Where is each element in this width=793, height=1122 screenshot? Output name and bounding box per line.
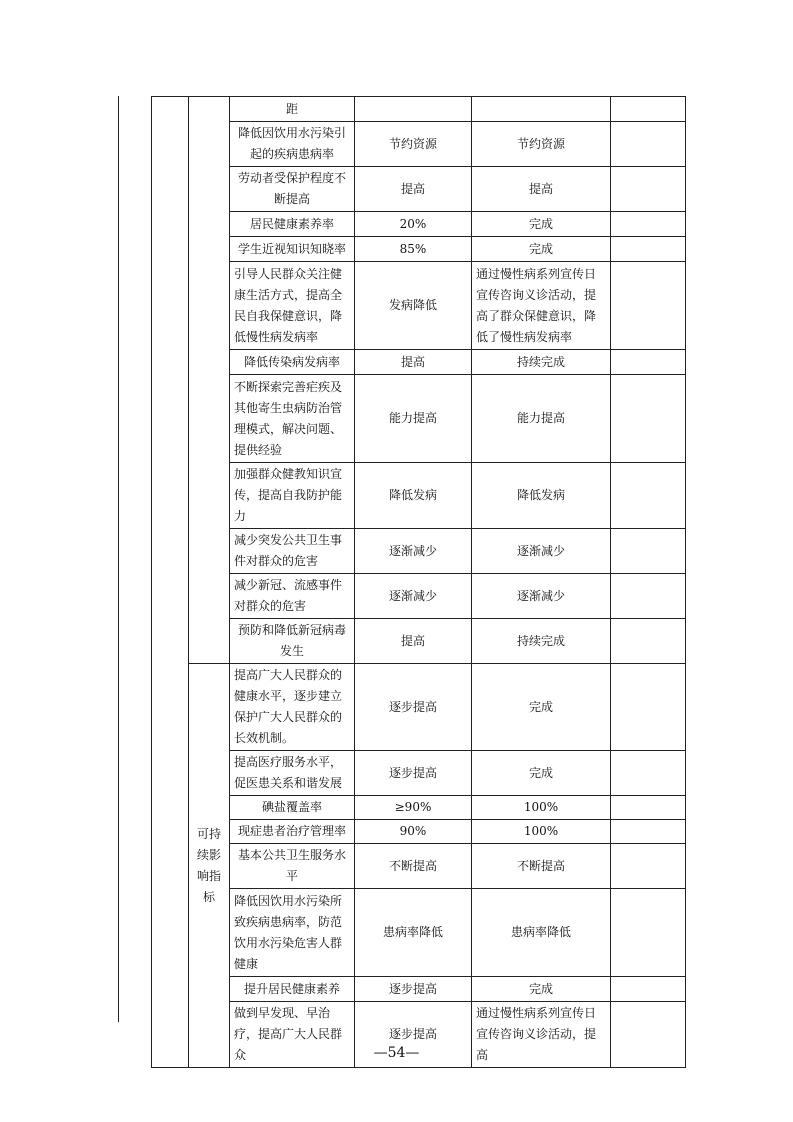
remark-cell <box>611 529 686 574</box>
target-value-cell <box>355 97 472 122</box>
indicator-cell: 降低因饮用水污染所致疾病患病率，防范饮用水污染危害人群健康 <box>230 889 355 977</box>
actual-value-cell: 完成 <box>472 977 611 1002</box>
indicator-cell: 引导人民群众关注健康生活方式，提高全民自我保健意识，降低慢性病发病率 <box>230 262 355 350</box>
actual-value-cell: 持续完成 <box>472 350 611 375</box>
table-row <box>152 97 686 122</box>
binding-margin-line <box>118 96 119 1022</box>
indicator-cell: 提高医疗服务水平，促医患关系和谐发展 <box>230 751 355 796</box>
actual-value-cell: 逐渐减少 <box>472 529 611 574</box>
actual-value-cell: 完成 <box>472 212 611 237</box>
sustainable-impact-label: 可持续影响指标 <box>196 826 221 904</box>
indicator-cell: 降低因饮用水污染引起的疾病患病率 <box>230 122 355 167</box>
indicator-cell: 碘盐覆盖率 <box>230 796 355 820</box>
actual-value-cell: 通过慢性病系列宣传日宣传咨询义诊活动，提高了群众保健意识，降低了慢性病发病率 <box>472 262 611 350</box>
target-value-cell: 提高 <box>355 167 472 212</box>
indicator-cell: 劳动者受保护程度不断提高 <box>230 167 355 212</box>
table-row <box>152 375 686 463</box>
remark-cell <box>611 350 686 375</box>
table-row <box>152 664 686 751</box>
target-value-cell: 提高 <box>355 350 472 375</box>
actual-value-cell: 完成 <box>472 237 611 262</box>
target-value-cell: 提高 <box>355 619 472 664</box>
remark-cell <box>611 796 686 820</box>
remark-cell <box>611 574 686 619</box>
actual-value-cell: 通过慢性病系列宣传日宣传咨询义诊活动，提高 <box>472 1002 611 1068</box>
remark-cell <box>611 167 686 212</box>
table-row <box>152 977 686 1002</box>
target-value-cell: 患病率降低 <box>355 889 472 977</box>
table-row <box>152 619 686 664</box>
table-row <box>152 262 686 350</box>
target-value-cell: 能力提高 <box>355 375 472 463</box>
indicator-cell: 预防和降低新冠病毒发生 <box>230 619 355 664</box>
indicator-cell: 提高广大人民群众的健康水平，逐步建立保护广大人民群众的长效机制。 <box>230 664 355 751</box>
target-value-cell: 90% <box>355 820 472 844</box>
target-value-cell: 降低发病 <box>355 463 472 529</box>
indicator-cell: 距 <box>230 97 355 122</box>
remark-cell <box>611 889 686 977</box>
remark-cell <box>611 664 686 751</box>
actual-value-cell: 不断提高 <box>472 844 611 889</box>
remark-cell <box>611 751 686 796</box>
target-value-cell: 逐步提高 <box>355 977 472 1002</box>
table-row <box>152 237 686 262</box>
target-value-cell: 逐渐减少 <box>355 574 472 619</box>
indicator-cell: 不断探索完善疟疾及其他寄生虫病防治管理模式，解决问题、提供经验 <box>230 375 355 463</box>
indicator-cell: 提升居民健康素养 <box>230 977 355 1002</box>
table-row <box>152 350 686 375</box>
remark-cell <box>611 262 686 350</box>
remark-cell <box>611 619 686 664</box>
target-value-cell: 逐步提高 <box>355 664 472 751</box>
target-value-cell: 85% <box>355 237 472 262</box>
category-cell-sustainable <box>189 664 230 1068</box>
table-row <box>152 820 686 844</box>
table-row <box>152 529 686 574</box>
indicator-cell: 加强群众健教知识宣传，提高自我防护能力 <box>230 463 355 529</box>
table-row <box>152 751 686 796</box>
actual-value-cell: 节约资源 <box>472 122 611 167</box>
remark-cell <box>611 820 686 844</box>
actual-value-cell: 降低发病 <box>472 463 611 529</box>
table-row <box>152 167 686 212</box>
actual-value-cell: 能力提高 <box>472 375 611 463</box>
actual-value-cell: 持续完成 <box>472 619 611 664</box>
remark-cell <box>611 977 686 1002</box>
target-value-cell: ≥90% <box>355 796 472 820</box>
remark-cell <box>611 237 686 262</box>
target-value-cell: 发病降低 <box>355 262 472 350</box>
performance-indicator-table <box>151 96 686 1068</box>
actual-value-cell: 完成 <box>472 751 611 796</box>
target-value-cell: 20% <box>355 212 472 237</box>
indicator-cell: 居民健康素养率 <box>230 212 355 237</box>
table-row <box>152 796 686 820</box>
actual-value-cell: 100% <box>472 820 611 844</box>
actual-value-cell: 提高 <box>472 167 611 212</box>
actual-value-cell: 患病率降低 <box>472 889 611 977</box>
outer-blank-cell <box>152 97 189 1068</box>
indicator-cell: 现症患者治疗管理率 <box>230 820 355 844</box>
actual-value-cell: 逐渐减少 <box>472 574 611 619</box>
table-row <box>152 844 686 889</box>
table-row <box>152 463 686 529</box>
actual-value-cell: 100% <box>472 796 611 820</box>
target-value-cell: 逐步提高 <box>355 1002 472 1068</box>
indicator-cell: 减少突发公共卫生事件对群众的危害 <box>230 529 355 574</box>
target-value-cell: 节约资源 <box>355 122 472 167</box>
table-row <box>152 889 686 977</box>
page-number: —54— <box>373 1045 420 1061</box>
table-row <box>152 212 686 237</box>
remark-cell <box>611 212 686 237</box>
remark-cell <box>611 463 686 529</box>
indicator-cell: 做到早发现、早治疗，提高广大人民群众 <box>230 1002 355 1068</box>
target-value-cell: 逐步提高 <box>355 751 472 796</box>
target-value-cell: 不断提高 <box>355 844 472 889</box>
remark-cell <box>611 97 686 122</box>
target-value-cell: 逐渐减少 <box>355 529 472 574</box>
remark-cell <box>611 122 686 167</box>
remark-cell <box>611 375 686 463</box>
indicator-cell: 降低传染病发病率 <box>230 350 355 375</box>
actual-value-cell: 完成 <box>472 664 611 751</box>
indicator-cell: 减少新冠、流感事件对群众的危害 <box>230 574 355 619</box>
indicator-cell: 学生近视知识知晓率 <box>230 237 355 262</box>
category-cell-upper <box>189 97 230 664</box>
table-row <box>152 574 686 619</box>
indicator-cell: 基本公共卫生服务水平 <box>230 844 355 889</box>
remark-cell <box>611 844 686 889</box>
actual-value-cell <box>472 97 611 122</box>
table-row <box>152 122 686 167</box>
